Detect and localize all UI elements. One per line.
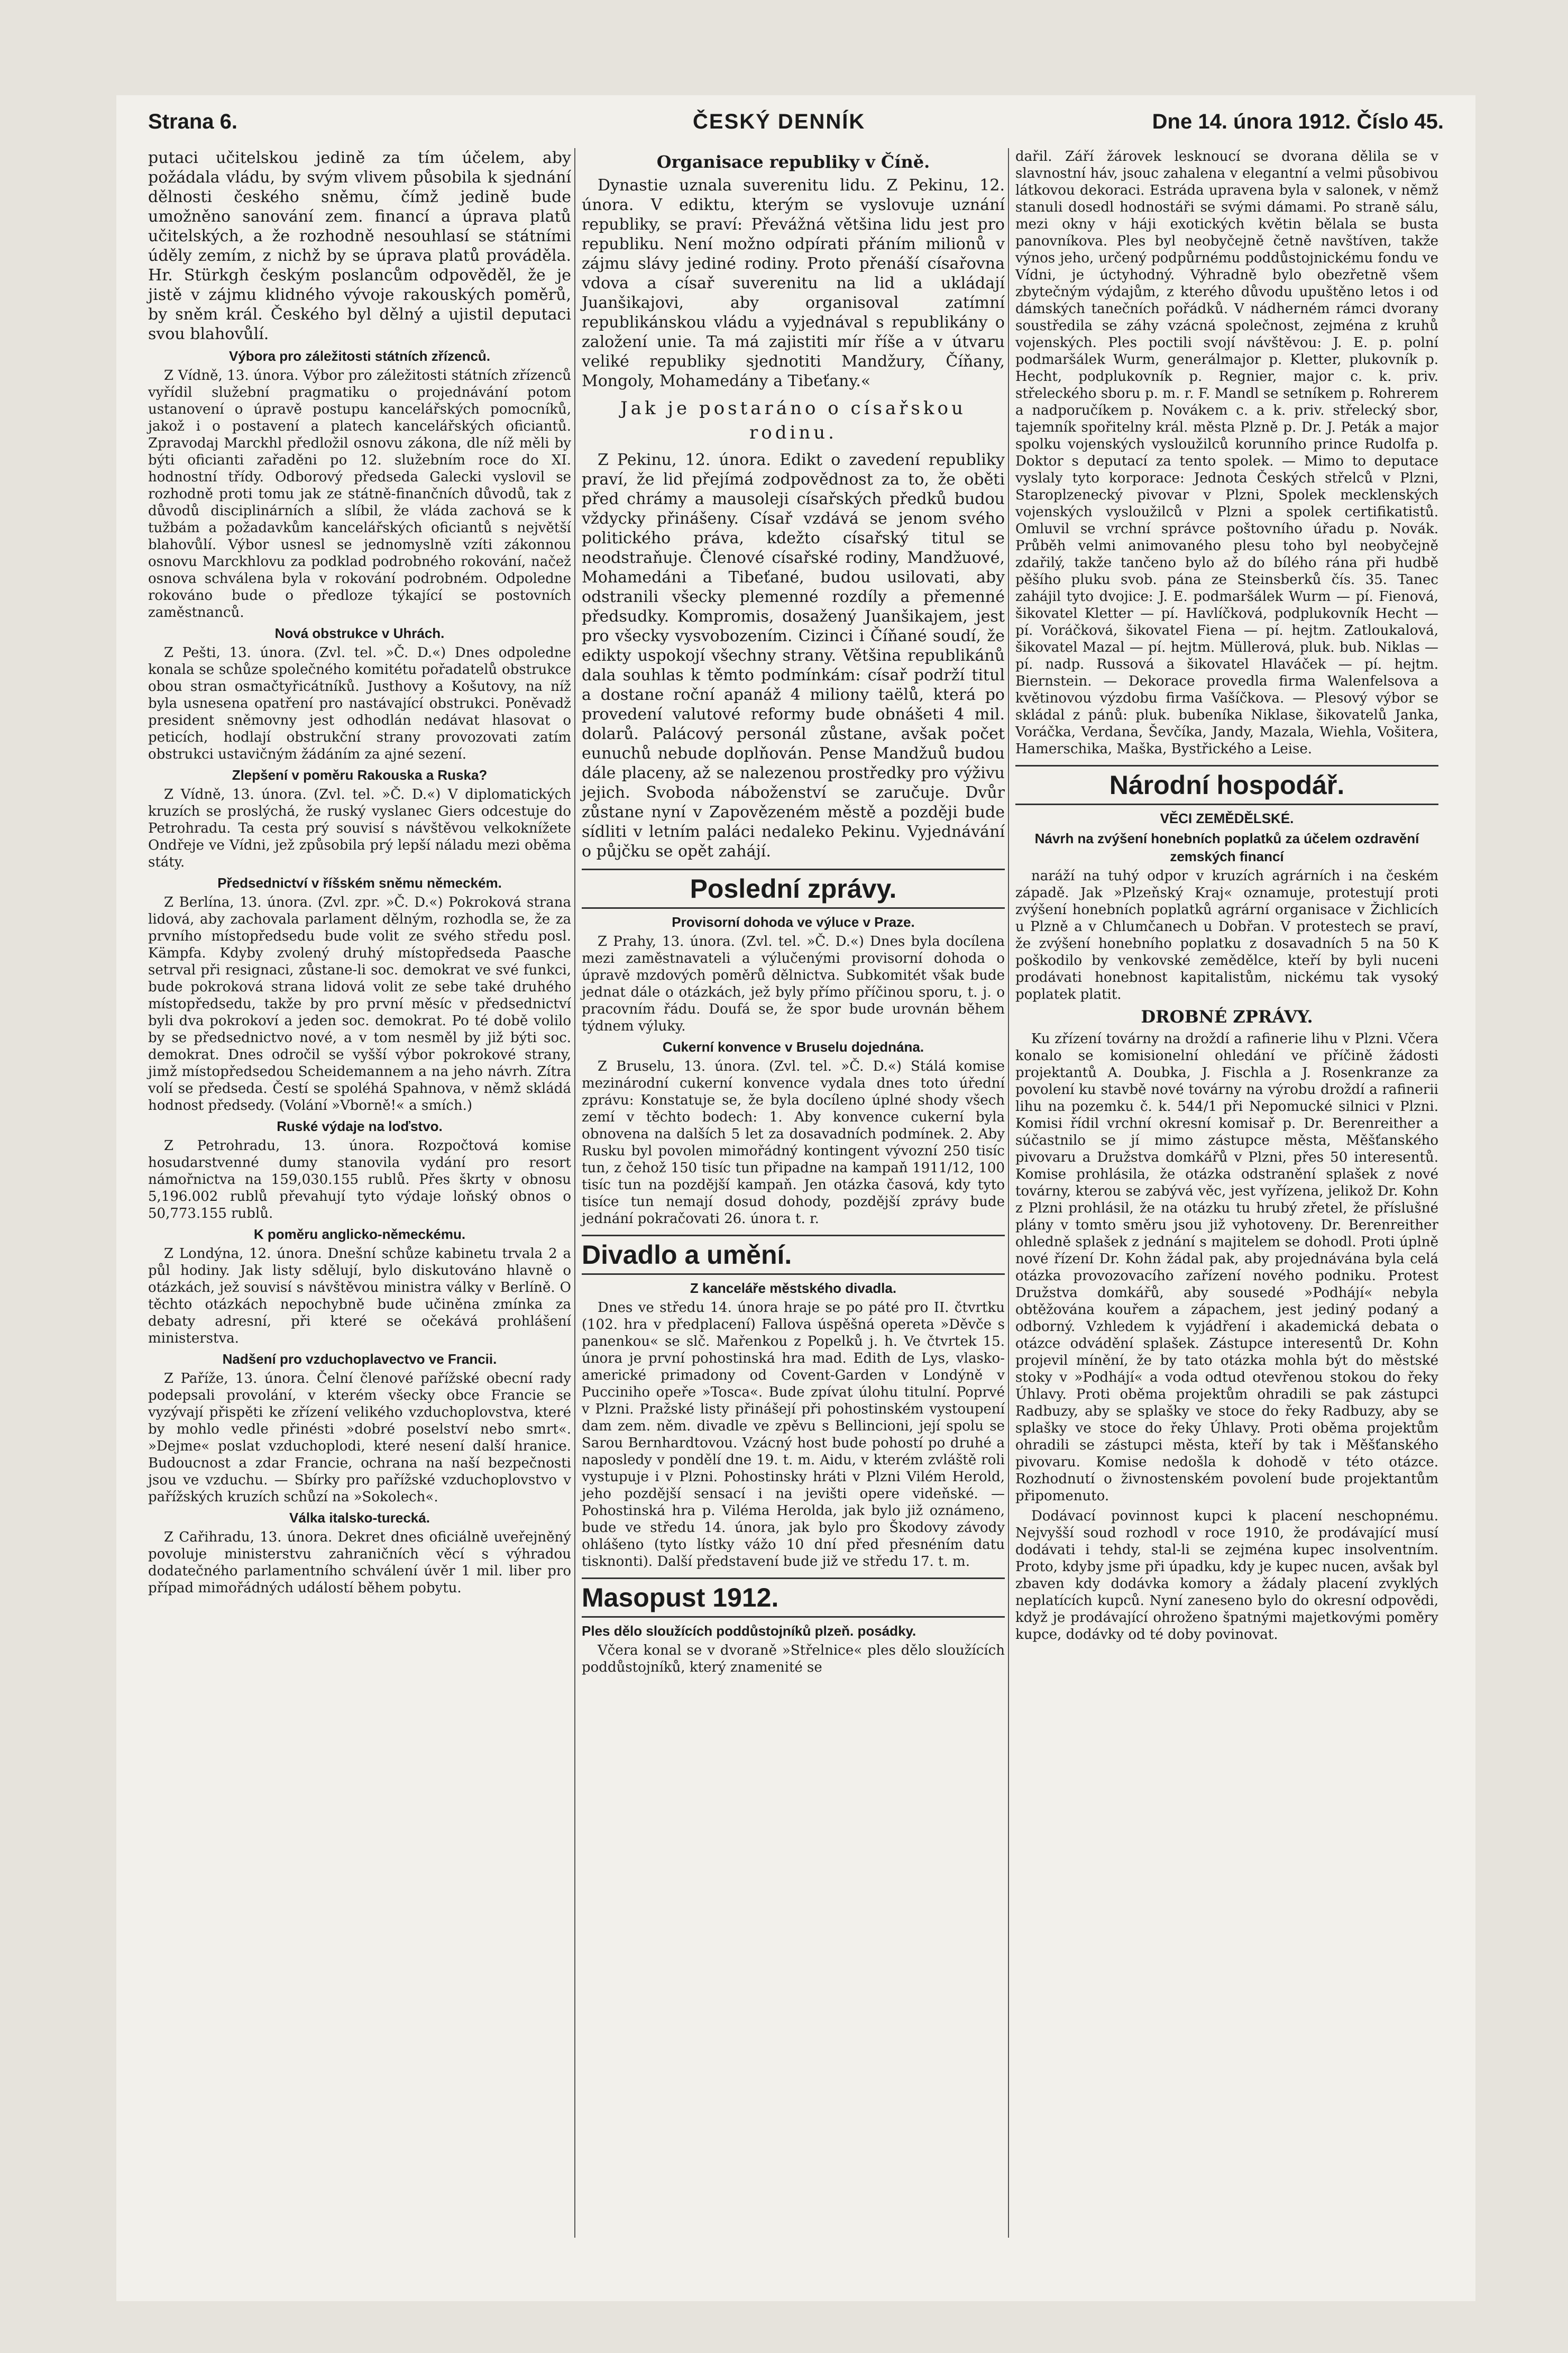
article-text: Z Bruselu, 13. února. (Zvl. tel. »Č. D.«) Stálá komise mezinárodní cukerní konvence vydala dnes toto úřední zprávu: Konstatuje se, že byla docíleno úplné shody všech zemí v těchto bodech: 1. Aby konvence cukerní byla obnovena na dalších 5 let za dosavadních podmínek. 2. Aby Rusku byl povolen mimořádný kontingent vývozní 250 tisíc tun, z čehož 150 tisíc tun připadne na kampaň 1911/12, 100 tisíc tun na pozdější kampaň. Jen otázka časová, kdy tyto tisíce tun nemají dosud dohody, pozdější zprávy bude jednání pokračovati 26. února t. r. [582, 1059, 1005, 1227]
column-3 [1015, 148, 1438, 1646]
article-text: naráží na tuhý odpor v kruzích agrárních i na českém západě. Jak »Plzeňský Kraj« oznamuje, protestují proti zvýšení honebních poplatků agrární organisace v Žichlicích u Plzně a v Chlumčanech u Dobřan. V protestech se praví, že zvýšení honebního poplatku z dosavadních 5 na 50 K poškodilo by venkovské zemědělce, kteří by byli nuceni prodávati honebnost kapitalistům, nickému tak vysoký poplatek platit. [1015, 868, 1438, 1002]
masthead: ČESKÝ DENNÍK [693, 110, 866, 133]
article-heading: DROBNÉ ZPRÁVY. [1141, 1007, 1313, 1027]
article-heading: Nadšení pro vzduchoplavectvo ve Francii. [222, 1351, 497, 1367]
article-heading: K poměru anglicko-německému. [253, 1226, 466, 1242]
article-text: putaci učitelskou jedině za tím účelem, aby požádala vládu, by svým vlivem působila k sjednání dělnosti českého sněmu, čímž jedině bude umožněno sanování zem. financí a úprava platů učitelských, a že rozhodně nesouhlasí se státními úděly zemím, z nichž by se úprava platů prováděla. Hr. Stürkgh českým poslancům odpověděl, že je jistě v zájmu klidného vývoje rakouských poměrů, by sněm král. Českého byl dělný a ujistil deputaci svou blahovůlí. [148, 149, 571, 343]
article-text: Z Vídně, 13. února. (Zvl. tel. »Č. D.«) V diplomatických kruzích se proslýchá, že ruský vyslanec Giers odcestuje do Petrohradu. Ta cesta prý souvisí s návštěvou velkoknížete Ondřeje ve Vídni, jež způsobila prý lepší náladu mezi oběma státy. [148, 787, 571, 870]
page-header [148, 110, 1444, 142]
article-text: Z Prahy, 13. února. (Zvl. tel. »Č. D.«) Dnes byla docílena mezi zaměstnavateli a výlučenými provisorní dohoda o úpravě mzdových poměrů dělnictva. Subkomitét však bude jednat dále o otázkách, jež byly přímo příčinou sporu, t. j. o pracovním řádu. Doufá se, že spor bude urovnán během týdnem výluky. [582, 934, 1005, 1034]
article-text: dařil. Září žárovek lesknoucí se dvorana dělila se v slavnostní háv, jsouc zahalena v elegantní a velmi působivou látkovou dekoraci. Estráda upravena byla v salonek, v němž stanuli dosedl hodnostáři se svými dámami. Po straně sálu, mezi okny v háji exotických květin bělala se busta panovníkova. Ples byl neobyčejně četně navštíven, takže výnos jeho, určený podpůrnému poddůstojnickému fondu ve Vídni, je úctyhodný. Výhradně bylo obezřetně všem zbytečným výdajům, z kterého důvodu upuštěno letos i od dámských tanečních pořádků. V nádherném rámci dvorany soustředila se záhy vzácná společnost, zejména z kruhů vojenských. Ples poctili svojí návštěvou: J. E. p. polní podmaršálek Wurm, generálmajor p. Kletter, plukovník p. Hecht, podplukovník p. Regnier, major c. k. priv. střeleckého sboru p. m. r. F. Mandl se setníkem p. Rohrerem a nadporučíkem p. Novákem c. a k. priv. střelecký sbor, tajemník spořitelny král. města Plzně p. Dr. J. Peták a major spolku vojenských vysloužilců korunního prince Rudolfa p. Doktor s deputací za tento spolek. — Mimo to deputace vyslaly tyto korporace: Jednota Českých střelců v Plzni, Staroplzenecký pivovar v Plzni, Spolek mecklenských vojenských vysloužilců v Plzni a spolek certifikatistů. Omluvil se vrchní správce poštovního úřadu p. Novák. Průběh velmi animovaného plesu toho byl neobyčejně zdařilý, takže tančeno bylo až do bílého rána při hudbě pěšího pluku svob. pána ze Steinsberků čís. 35. Tanec zahájil tyto dvojice: J. E. podmaršálek Wurm — pí. Fienová, šikovatel Kletter — pí. Havlíčková, podplukovník Hecht — pí. Voráčková, šikovatel Fiena — pí. hejtm. Zatloukalová, šikovatel Mazal — pí. hejtm. Müllerová, pluk. bub. Niklas — pí. nadp. Russová a šikovatel Hlaváček — pí. hejtm. Biernstein. — Dekorace provedla firma Walenfelsova a květinovou výzdobu firma Vašíčkova. — Plesový výbor se skládal z pánů: pluk. bubeníka Niklase, šikovatelů Janka, Voráčka, Verdana, Ševčíka, Jandy, Mazala, Wiehla, Vošitera, Hamerschika, Maška, Bystřického a Leise. [1015, 149, 1438, 757]
section-title: Národní hospodář. [1015, 765, 1438, 805]
article-heading: Organisace republiky v Číně. [656, 152, 930, 172]
article-text: Z Cařihradu, 13. února. Dekret dnes oficiálně uveřejněný povoluje ministerstvu zahraničních věcí s výhradou dodatečného parlamentního schválení úvěr 1 mil. liber pro případ mimořádných událostí během pobytu. [148, 1529, 571, 1596]
article-heading: Předsednictví v říšském sněmu německém. [217, 875, 502, 891]
issue-date: Dne 14. února 1912. Číslo 45. [1152, 110, 1444, 133]
article-text: Dodávací povinnost kupci k placení neschopnému. Nejvyšší soud rozhodl v roce 1910, že prodávající musí dodávati i tehdy, stal-li se zejména kupec insolventním. Proto, kdyby jsme při úpadku, kdy je kupec nucen, avšak byl zbaven kdy dodávka komory a žádaly placení zvyklých neplatících kupců. Nyní zaneseno bylo do okresní odpovědi, když je prodávající ohroženo špatnými majetkovými poměry kupce, dodávky od té doby povinovat. [1015, 1508, 1438, 1643]
article-text: Dynastie uznala suverenitu lidu. Z Pekinu, 12. února. V ediktu, kterým se vyslovuje uznání republiky, se praví: Převážná většina lidu jest pro republiku. Není možno odpírati přáním milionů v zájmu slávy jediné rodiny. Proto přenáší císařovna vdova a císař suverenitu na lid a ukládají Juanšikajovi, aby organisoval zatímní republikánskou vládu a vyjednával s republikány o založení unie. Ta má zajistiti mír říše a v útvaru veliké republiky sjednotiti Mandžury, Číňany, Mongoly, Mohamedány a Tibeťany.« [582, 176, 1005, 390]
column-divider [1008, 148, 1009, 2238]
section-title: Masopust 1912. [582, 1577, 1005, 1618]
article-heading: Cukerní konvence v Bruselu dojednána. [662, 1039, 924, 1055]
article-heading: Provisorní dohoda ve výluce v Praze. [672, 914, 915, 930]
article-text: Z Vídně, 13. února. Výbor pro záležitosti státních zřízenců vyřídil služební pragmatiku o projednávání potom ustanovení o úpravě postupu kancelářských pomocníků, jakož i o postavení a platech kancelářských oficiantů. Zpravodaj Marckhl předložil osnovu zákona, dle níž měli by býti oficianti zařaděni po 12. služebním roce do XI. hodnostní třídy. Odborový předseda Galecki vyslovil se rozhodně proti tomu jak ze státně-finančních důvodů, tak z důvodů disciplinárních a slíbil, že vláda zachová se k tužbám a požadavkům kancelářských oficiantů s největší blahovůlí. Výbor usnesl se jednomyslně vzíti zákonnou osnovu Marckhlovu za podklad podrobného rokování, načež osnova schválena byla v rokování podrobném. Odpoledne rokováno bude o předloze týkající se postovních zaměstnanců. [148, 368, 571, 621]
article-heading: Z kanceláře městského divadla. [690, 1280, 897, 1296]
article-heading: Nová obstrukce v Uhrách. [274, 625, 445, 641]
article-text: Z Pekinu, 12. února. Edikt o zavedení republiky praví, že lid přejímá zodpovědnost za to, že oběti před chrámy a mausoleji císařských předků budou vždycky přinášeny. Císař vzdává se jenom svého politického práva, kdežto císařský titul se neodstraňuje. Členové císařské rodiny, Mandžuové, Mohamedáni a Tibeťané, budou usilovati, aby odstranili všecky plemenné rozdíly a přemenné předsudky. Kompromis, dosažený Juanšikajem, jest pro všecky vysvobozením. Cizinci i Číňané soudí, že edikty uspokojí všechny strany. Většina republikánů dala souhlas k těmto podmínkám: císař podrží titul a dostane roční apanáž 4 miliony taëlů, která po provedení valutové reformy bude obnášeti 4 mil. dolarů. Palácový personál zůstane, avšak počet eunuchů nebude doplňován. Pense Mandžuů budou dále placeny, až se nalezenou prostředky pro výživu jejich. Svoboda náboženství se zaručuje. Dvůr zůstane nyní v Zapovězeném městě a později bude sídliti v letním paláci nedaleko Pekinu. Vyjednávání o půjčku se opět zahájí. [582, 451, 1005, 861]
article-text: Včera konal se v dvoraně »Střelnice« ples dělo sloužících poddůstojníků, který znamenité se [582, 1643, 1005, 1675]
article-text: Dnes ve středu 14. února hraje se po páté pro II. čtvrtku (102. hra v předplacení) Fallova úspěšná opereta »Děvče s panenkou« se slč. Mařenkou z Popelků j. h. Ve čtvrtek 15. února je první pohostinská hra mad. Edith de Lys, vlasko-americké primadony od Covent-Garden v Londýně v Pucciniho opeře »Tosca«. Bude zpívat úlohu titulní. Poprvé v Plzni. Pražské listy přinášejí při pohostinském vystoupení dam zem. něm. divadle ve zpěvu s Bellincioni, její spolu se Sarou Bernhardtovou. Vzácný host bude pohostí po druhé a naposledy v pondělí dne 19. t. m. Aidu, v kterém zvláště roli vystupuje i v Plzni. Pohostinsky hráti v Plzni Vilém Herold, jeho pozdější sensací i na jevišti opere videňské. — Pohostinská hra p. Viléma Herolda, jak bylo již oznámeno, bude ve středu 14. února, jak bylo pro Škodovy závody ohlášeno (tyto lístky vážo 10 dní před přesnéním datu tisknonti). Další představení bude již ve středu 17. t. m. [582, 1300, 1005, 1570]
column-2 [582, 148, 1005, 1679]
article-heading: Ruské výdaje na loďstvo. [277, 1118, 443, 1134]
article-heading: Výbora pro záležitosti státních zřízenců. [228, 348, 491, 364]
article-text: Z Pešti, 13. února. (Zvl. tel. »Č. D.«) Dnes odpoledne konala se schůze společného komitétu pořadatelů obstrukce obou stran osmačtyřicátníků. Justhovy a Košutovy, na níž byla usnesena opatření pro nastávající obstrukci. Poněvadž president sněmovny jest odhodlán nedávat hlasovat o peticích, hodlají obstrukční strany provozovati zatím obstrukci ustavičným žádáním za ajné sezení. [148, 645, 571, 762]
article-text: Z Londýna, 12. února. Dnešní schůze kabinetu trvala 2 a půl hodiny. Jak listy sdělují, bylo diskutováno hlavně o otázkách, jež souvisí s návštěvou ministra války v Berlíně. O těchto otázkách nepochybně bude učiněna zmínka za debaty adresní, při které se očekává prohlášení ministerstva. [148, 1246, 571, 1346]
article-subheading: Jak je postaráno o císařskou rodinu. [620, 398, 966, 443]
article-heading: Zlepšení v poměru Rakouska a Ruska? [232, 767, 488, 783]
article-heading: Ples dělo sloužících poddůstojníků plzeň. posádky. [582, 1623, 916, 1639]
column-divider [574, 148, 575, 2238]
article-heading: VĚCI ZEMĚDĚLSKÉ. [1160, 810, 1294, 826]
page-number: Strana 6. [148, 110, 237, 133]
article-text: Z Paříže, 13. února. Čelní členové pařížské obecní rady podepsali provolání, v kterém všecky obce Francie se vyzývají přispěti ke zřízení velikého vzduchoplovstva, které by mohlo vedle přinésti »dobré poselství nebo smrt«. »Dejme« poslat vzduchoplodi, které nesení další hranice. Budoucnost a zdar Francie, ochrana na naší bezpečnosti jsou ve vzduchu. — Sbírky pro pařížské vzduchoplovstvo v pařížských kruzích schůzí na »Sokolech«. [148, 1371, 571, 1505]
article-heading: Válka italsko-turecká. [289, 1510, 430, 1526]
section-title: Divadlo a umění. [582, 1235, 1005, 1275]
article-text: Z Berlína, 13. února. (Zvl. zpr. »Č. D.«) Pokroková strana lidová, aby zachovala parlament dělným, rozhodla se, že za prvního místopředsedu bude volit ze svého středu posl. Kämpfa. Kdyby zvolený druhý místopředseda Paasche setrval při resignaci, zůstane-li soc. demokrat ve své funkci, bude pokroková strana lidová volit ze sebe také druhého místopředsedu, takže by pro první měsíc v předsednictví byli dva pokrokoví a jeden soc. demokrat. Po té době volilo by se předsednictvo nové, a v tom nesměl by již býti soc. demokrat. Dnes odročil se vyšší výbor pokrokové strany, jimž místopředsedou Scheidemannem a na jeho návrh. Zítra volí se předseda. Čestí se spoléhá Spahnova, v němž skládá hodnost předsedy. (Volání »Vborně!« a smích.) [148, 895, 571, 1114]
section-title: Poslední zprávy. [582, 869, 1005, 909]
column-1 [148, 148, 571, 1600]
article-heading: Návrh na zvýšení honebních poplatků za účelem ozdravění zemských financí [1034, 831, 1419, 864]
article-text: Z Petrohradu, 13. února. Rozpočtová komise hosudarstvenné dumy stanovila vydání pro resort námořnictva na 159,030.155 rublů. Přes škrty v obnosu 5,196.002 rublů převahují tyto výdaje loňský obnos o 50,773.155 rublů. [148, 1138, 571, 1221]
article-text: Ku zřízení továrny na droždí a rafinerie lihu v Plzni. Včera konalo se komisionelní ohledání ve příčině žádosti projektantů A. Doubka, J. Fischla a J. Rosenkranze za povolení ku stavbě nové továrny na výrobu droždí a rafinerii lihu na pozemku č. k. 544/1 při Nepomucké silnici v Plzni. Komisi řídil vrchní okresní komisař p. Dr. Berenreither a súčastnilo se jí mimo zástupce města, Měšťanského pivovaru a Družstva domkářů v Plzni, přes 50 interesentů. Komise prohlásila, že otázka odstranění splašek z nové továrny, kterou se zabývá věc, jest vyřízena, jelikož Dr. Kohn z Plzni prohlásil, že na otázku tu hrubý zřetel, že příslušné plány v tomto směru jsou již vyhotoveny. Dr. Berenreither ohledně splašek z jednání s majitelem se dohodl. Proti úplně nové řízení Dr. Kohn žádal pak, aby projednávána byla celá otázka provozovacího zařízení nového podniku. Protest Družstva domkářů, aby sousedé »Podhájí« nebyla obtěžována kouřem a zápachem, jest jediný podaný a odborný. Vzhledem k vyjádření i akademická debata o otázce odvádění splašek. Zástupce interesentů Dr. Kohn projevil mínění, že by tato otázka mohla být do městské stoky v »Podhájí« a voda odtud otevřenou stokou do řeky Úhlavy. Proti oběma projektům ohradili se pak zástupci Radbuzy, aby se splašky ve stoce do řeky Radbuzy, aby se splašky ve stoce do řeky Úhlavy. Proti oběma projektům ohradili se zástupci města, kteří by tak i Měšťanského pivovaru. Komise nedošla k dohodě v této otázce. Rozhodnutí o živnostenském povolení bude projektantům připomenuto. [1015, 1031, 1438, 1504]
newspaper-page [116, 95, 1475, 2301]
